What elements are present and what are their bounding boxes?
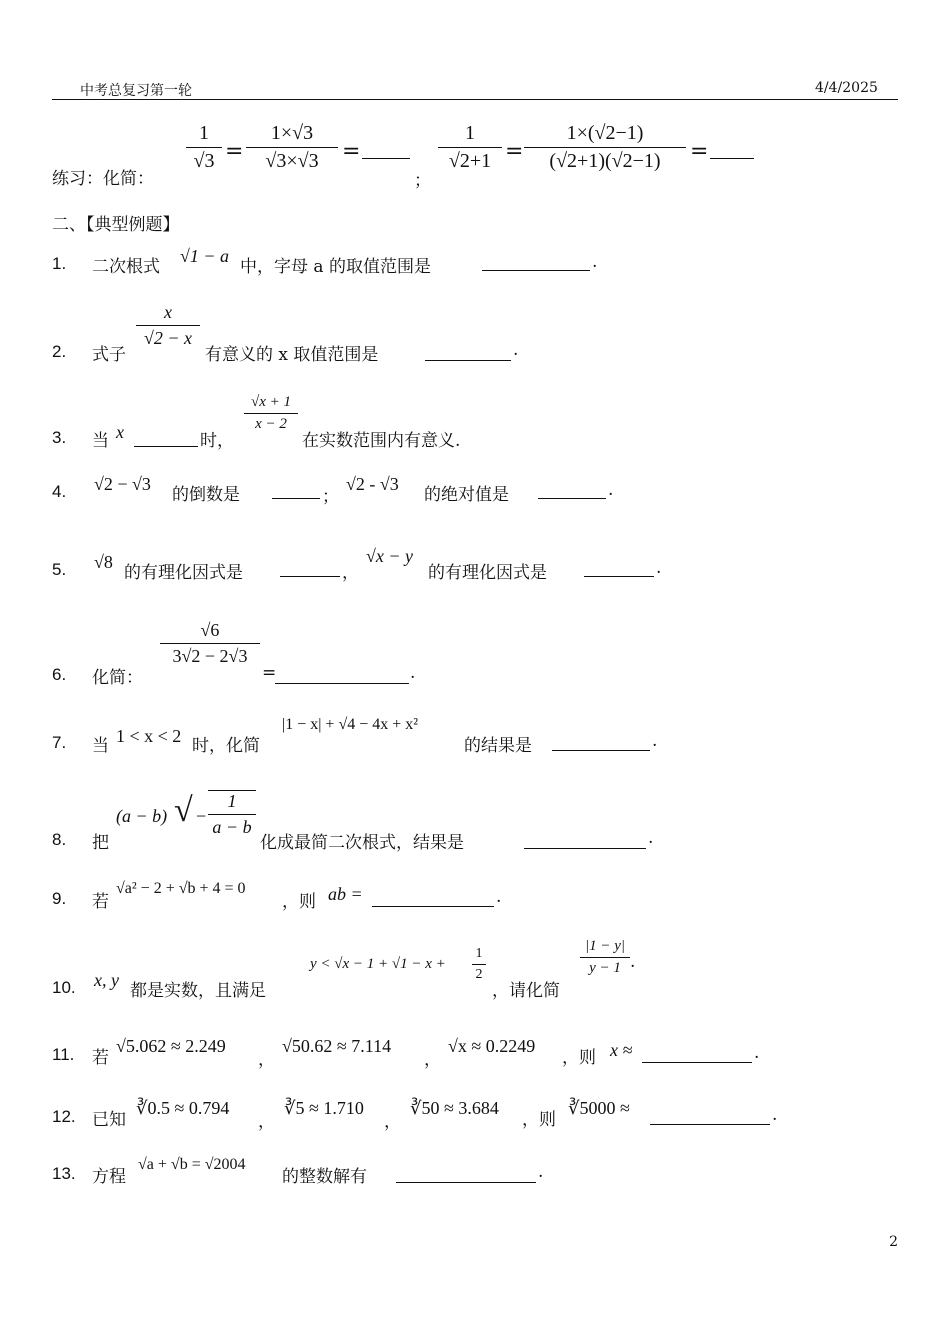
fraction (580, 938, 630, 977)
separator: ， (258, 1050, 275, 1070)
problem-number: 7. (52, 733, 67, 752)
period: . (772, 1105, 778, 1125)
fraction-numerator: x (164, 302, 172, 322)
problem-number: 3. (52, 428, 67, 447)
equals-sign: = (342, 139, 361, 164)
problem-text: 的整数解有 (282, 1167, 367, 1187)
problem-text: 当 (92, 736, 109, 756)
answer-blank[interactable] (275, 683, 409, 684)
problem-number: 12. (52, 1107, 76, 1126)
practice-fraction-1 (186, 122, 222, 173)
problem-number: 5. (52, 560, 67, 579)
expression: x ≈ (610, 1040, 633, 1060)
separator: ； (322, 487, 339, 507)
problem-text: ，则 (562, 1048, 596, 1068)
practice-fraction-2 (246, 122, 338, 173)
problem-text: 的有理化因式是 (124, 563, 243, 583)
radical-expression: √x − y (366, 546, 414, 566)
problem-text: 的绝对值是 (424, 485, 509, 505)
separator: ； (414, 171, 431, 191)
fraction-bar (208, 814, 256, 815)
fraction-numerator: 1 (465, 122, 475, 144)
period: . (538, 1162, 544, 1182)
expression: ab = (328, 884, 363, 904)
approximation: ∛0.5 ≈ 0.794 (136, 1098, 230, 1118)
fraction-half (472, 946, 486, 983)
fraction-denominator: √3×√3 (265, 150, 319, 172)
header-rule (52, 99, 898, 100)
problem-text: 若 (92, 1048, 109, 1068)
problem-text: 在实数范围内有意义. (302, 431, 461, 451)
problem-number: 11. (52, 1045, 75, 1064)
fraction-denominator: 2 (475, 967, 483, 982)
answer-blank[interactable] (134, 446, 198, 447)
problem-number: 10. (52, 978, 76, 997)
problem-number: 1. (52, 254, 67, 273)
fraction-bar (160, 643, 260, 644)
practice-fraction-3 (438, 122, 502, 173)
answer-blank[interactable] (642, 1062, 752, 1063)
fraction-denominator: x − 2 (255, 416, 287, 432)
period: . (630, 952, 636, 972)
approximation: ∛5 ≈ 1.710 (284, 1098, 364, 1118)
period: . (410, 663, 416, 683)
problem-text: 化成最简二次根式，结果是 (260, 833, 464, 853)
inequality: y < √x − 1 + √1 − x + (310, 956, 446, 972)
fraction-denominator: √3 (193, 150, 215, 172)
radical-sign: √ (174, 792, 193, 829)
answer-blank[interactable] (425, 360, 511, 361)
fraction-denominator: √2+1 (448, 150, 492, 172)
section-heading: 二、【典型例题】 (52, 215, 180, 235)
problem-text: 当 (92, 431, 109, 451)
problem-text: 化简： (92, 668, 143, 688)
inequality: 1 < x < 2 (116, 726, 182, 746)
fraction-denominator: y − 1 (589, 960, 621, 976)
answer-blank[interactable] (272, 498, 320, 499)
equals-sign: = (505, 139, 524, 164)
radical-expression: √8 (94, 552, 113, 572)
period: . (608, 480, 614, 500)
fraction-bar (438, 147, 502, 148)
fraction (208, 790, 256, 838)
problem-number: 9. (52, 889, 67, 908)
fraction-numerator: √6 (200, 620, 220, 640)
period: . (513, 340, 519, 360)
fraction-numerator: 1×√3 (270, 122, 314, 144)
header-title: 中考总复习第一轮 (80, 83, 192, 99)
problem-text: 式子 (92, 345, 126, 365)
fraction-numerator: |1 − y| (584, 938, 626, 954)
problem-text: 把 (92, 833, 109, 853)
radical-expression: √2 - √3 (346, 474, 399, 494)
period: . (652, 731, 658, 751)
problem-text: 二次根式 (92, 257, 160, 277)
fraction (136, 302, 200, 349)
problem-text: 若 (92, 892, 109, 912)
problem-number: 6. (52, 665, 67, 684)
problem-number: 4. (52, 482, 67, 501)
answer-blank[interactable] (280, 576, 340, 577)
radical-expression: √2 − √3 (94, 474, 151, 494)
problem-text: ，则 (522, 1110, 556, 1130)
radical-expression: √1 − a (180, 246, 230, 266)
approximation: √50.62 ≈ 7.114 (282, 1036, 392, 1056)
problem-text: 方程 (92, 1167, 126, 1187)
variables: x, y (94, 970, 119, 990)
practice-fraction-4 (524, 122, 686, 173)
problem-text: 都是实数，且满足 (130, 981, 266, 1001)
problem-text: 的有理化因式是 (428, 563, 547, 583)
minus-sign: − (196, 806, 207, 826)
answer-blank[interactable] (584, 576, 654, 577)
period: . (496, 887, 502, 907)
problem-number: 13. (52, 1164, 76, 1183)
problem-text: 已知 (92, 1110, 126, 1130)
answer-blank[interactable] (362, 158, 410, 159)
fraction-denominator: 3√2 − 2√3 (172, 646, 248, 666)
period: . (592, 252, 598, 272)
problem-text: 有意义的 x 取值范围是 (205, 345, 379, 365)
problem-text: 的倒数是 (172, 485, 240, 505)
separator: ， (342, 563, 359, 583)
fraction-numerator: 1 (227, 791, 237, 811)
fraction-denominator: (√2+1)(√2−1) (549, 150, 661, 172)
approximation: √5.062 ≈ 2.249 (116, 1036, 226, 1056)
answer-blank[interactable] (552, 750, 650, 751)
approximation: ∛50 ≈ 3.684 (410, 1098, 499, 1118)
answer-blank[interactable] (372, 906, 494, 907)
problem-number: 2. (52, 342, 67, 361)
fraction-denominator: a − b (212, 817, 252, 837)
problem-text: ，请化简 (492, 981, 560, 1001)
answer-blank[interactable] (482, 270, 590, 271)
problem-text: 中，字母 a 的取值范围是 (240, 257, 431, 277)
answer-blank[interactable] (710, 158, 754, 159)
fraction-bar (580, 957, 630, 958)
fraction-numerator: √x + 1 (250, 394, 291, 410)
problem-text: 时， (200, 431, 234, 451)
fraction-bar (246, 147, 338, 148)
period: . (656, 558, 662, 578)
header-date: 4/4/2025 (815, 80, 878, 96)
period: . (754, 1043, 760, 1063)
fraction-bar (244, 413, 298, 414)
problem-number: 8. (52, 830, 67, 849)
equals-sign: = (690, 139, 709, 164)
answer-blank[interactable] (650, 1124, 770, 1125)
fraction (160, 620, 260, 667)
fraction-numerator: 1 (475, 946, 483, 961)
fraction-bar (472, 964, 486, 965)
approximation: √x ≈ 0.2249 (448, 1036, 536, 1056)
fraction-denominator: √2 − x (143, 328, 192, 348)
answer-blank[interactable] (524, 848, 646, 849)
equation: √a + √b = √2004 (138, 1156, 246, 1173)
expression: ∛5000 ≈ (568, 1098, 630, 1118)
expression: (a − b) (116, 806, 168, 826)
problem-text: 的结果是 (464, 736, 532, 756)
equals-sign: = (262, 663, 277, 683)
fraction-numerator: 1 (199, 122, 209, 144)
fraction-bar (524, 147, 686, 148)
answer-blank[interactable] (538, 498, 606, 499)
separator: ， (384, 1112, 401, 1132)
fraction-bar (186, 147, 222, 148)
problem-text: 时，化简 (192, 736, 260, 756)
equation: √a² − 2 + √b + 4 = 0 (116, 880, 246, 897)
separator: ， (258, 1112, 275, 1132)
fraction-numerator: 1×(√2−1) (566, 122, 644, 144)
fraction-bar (136, 325, 200, 326)
equals-sign: = (225, 139, 244, 164)
practice-label: 练习：化简： (52, 169, 154, 189)
page-number: 2 (889, 1234, 898, 1250)
period: . (648, 828, 654, 848)
problem-text: ，则 (282, 892, 316, 912)
fraction (244, 394, 298, 433)
variable: x (116, 422, 124, 442)
separator: ， (424, 1050, 441, 1070)
expression: |1 − x| + √4 − 4x + x² (282, 716, 419, 733)
answer-blank[interactable] (396, 1182, 536, 1183)
